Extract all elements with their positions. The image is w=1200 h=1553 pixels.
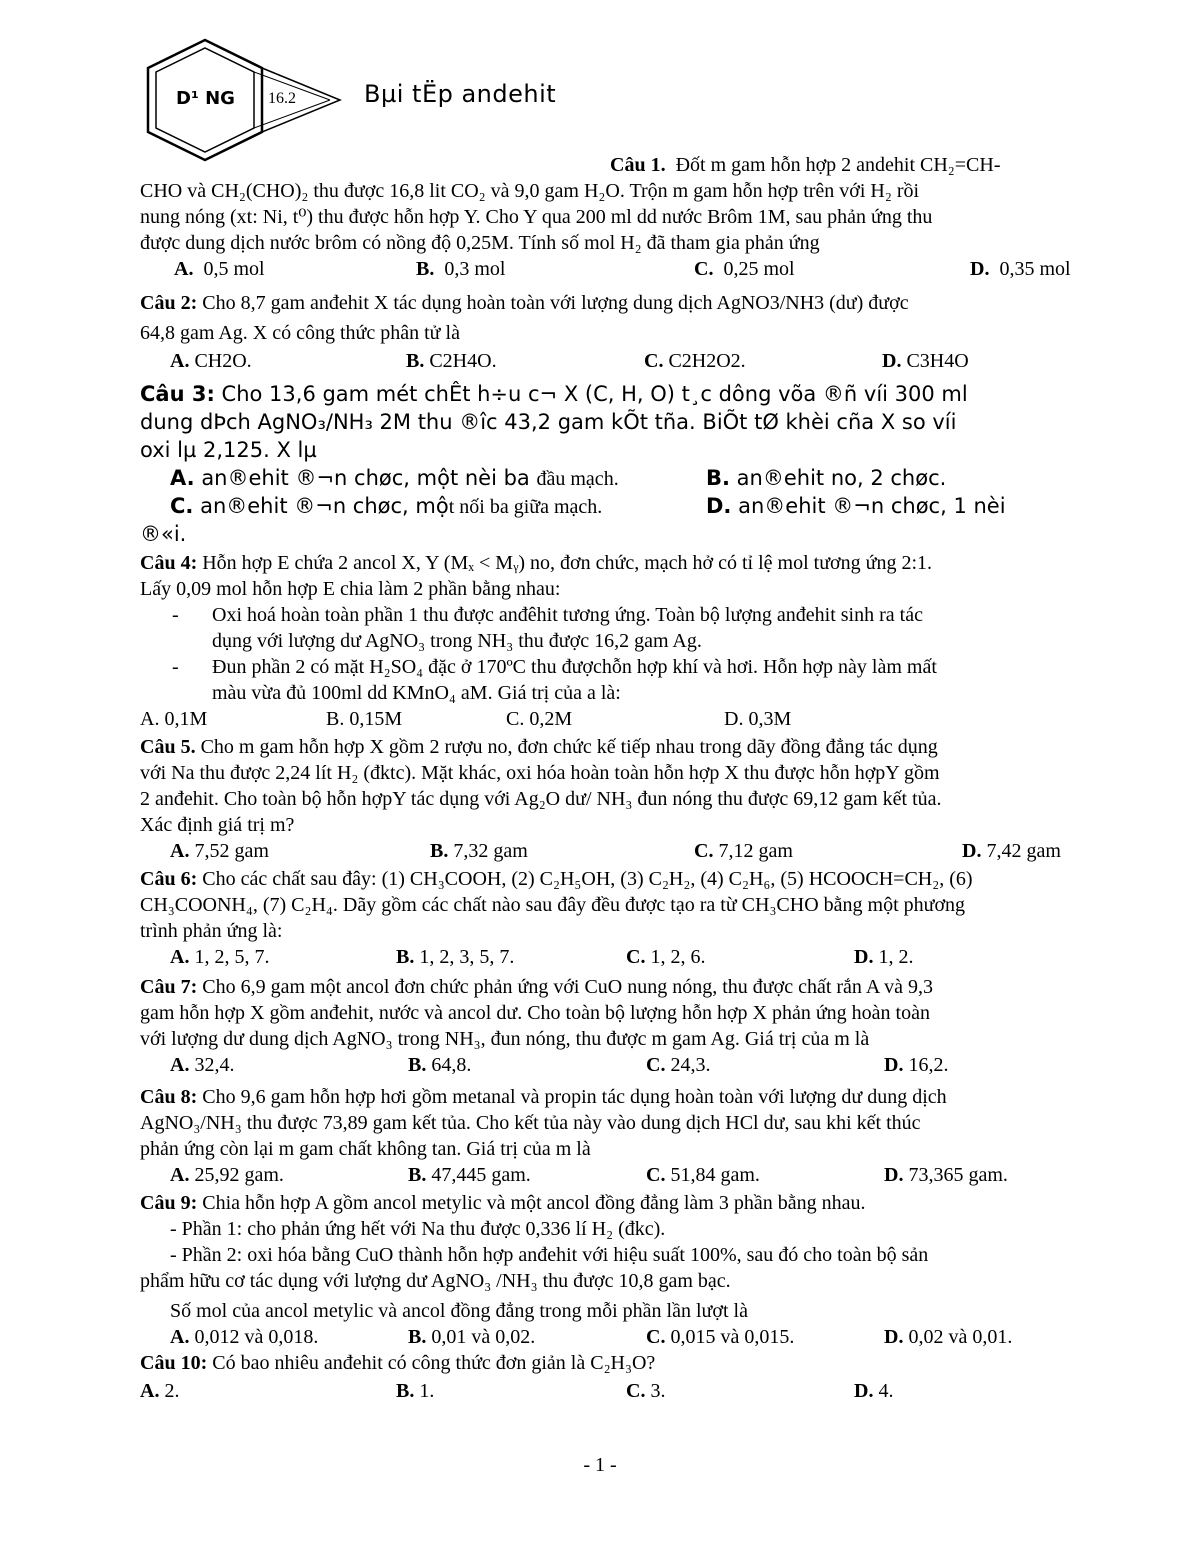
- q1-option-c-label: C.: [694, 258, 714, 280]
- q3-option-b-label: B.: [706, 466, 730, 490]
- q4-option-d: D. 0,3M: [724, 708, 792, 730]
- q9-option-b-label: B.: [408, 1326, 427, 1348]
- q5-line2: với Na thu được 2,24 lít H₂ (đktc). Mặt khác, oxi hóa hoàn toàn hỗn hợp X thu được hỗn hợpY gồm: [140, 762, 940, 784]
- q7-option-a: 32,4.: [194, 1054, 235, 1076]
- q9-option-c: 0,015 và 0,015.: [670, 1326, 795, 1348]
- q3-line3: oxi lµ 2,125. X lµ: [140, 438, 317, 462]
- badge-number: 16.2: [268, 90, 296, 107]
- q3-option-a-label: A.: [170, 466, 195, 490]
- q9-option-b: 0,01 và 0,02.: [431, 1326, 536, 1348]
- q7-option-b-label: B.: [408, 1054, 427, 1076]
- q5-option-b-label: B.: [430, 840, 449, 862]
- q10-label: Câu 10:: [140, 1352, 208, 1374]
- q8-line1: Cho 9,6 gam hỗn hợp hơi gồm metanal và propin tác dụng hoàn toàn với lượng dư dung dịch: [202, 1086, 947, 1108]
- question-1: [140, 152, 1100, 282]
- header-badge: [140, 38, 380, 162]
- q2-option-a: CH2O.: [194, 350, 252, 372]
- q10-option-c: 3.: [650, 1380, 666, 1402]
- q3-option-a-part1: an®ehit ®¬n chøc, mộ: [201, 466, 450, 490]
- q9-label: Câu 9:: [140, 1192, 198, 1214]
- q3-option-a-part2: t nèi ba: [449, 466, 530, 490]
- q4-item-1-line2: dụng với lượng dư AgNO₃ trong NH₃ thu được 16,2 gam Ag.: [212, 630, 702, 652]
- q6-option-d: 1, 2.: [878, 946, 914, 968]
- q9-option-d: 0,02 và 0,01.: [908, 1326, 1013, 1348]
- q10-option-a: 2.: [164, 1380, 180, 1402]
- q4-option-a: A. 0,1M: [140, 708, 208, 730]
- q6-line2: CH₃COONH₄, (7) C₂H₄. Dãy gồm các chất nào sau đây đều được tạo ra từ CH₃CHO bằng một phương: [140, 894, 966, 916]
- q6-line1: Cho các chất sau đây: (1) CH₃COOH, (2) C₂H₅OH, (3) C₂H₂, (4) C₂H₆, (5) HCOOCH=CH₂, (6): [202, 868, 973, 890]
- q5-line3: 2 anđehit. Cho toàn bộ hỗn hợpY tác dụng với Ag₂O dư/ NH₃ đun nóng thu được 69,12 gam kết tủa.: [140, 788, 942, 810]
- q8-option-b-label: B.: [408, 1164, 427, 1186]
- q3-line1: Cho 13,6 gam mét chÊt h÷u c¬ X (C, H, O) t¸c dông võa ®ñ víi 300 ml: [221, 382, 968, 406]
- question-9: [140, 1190, 1100, 1350]
- q4-item-1: [140, 602, 1100, 654]
- q1-options: [140, 256, 1100, 282]
- question-5: [140, 734, 1100, 864]
- q3-option-d-label: D.: [706, 494, 732, 518]
- q3-line2: dung dÞch AgNO₃/NH₃ 2M thu ®îc 43,2 gam kÕt tña. BiÕt tØ khèi cña X so víi: [140, 410, 957, 434]
- page-title: Bµi tËp andehit: [364, 80, 557, 108]
- q7-line1: Cho 6,9 gam một ancol đơn chức phản ứng với CuO nung nóng, thu được chất rắn A và 9,3: [202, 976, 934, 998]
- q9-option-a: 0,012 và 0,018.: [194, 1326, 319, 1348]
- q6-line3: trình phản ứng là:: [140, 920, 283, 942]
- q1-option-b-label: B.: [416, 258, 435, 280]
- q2-option-a-label: A.: [170, 350, 190, 372]
- q3-option-b: an®ehit no, 2 chøc.: [736, 466, 947, 490]
- q1-option-d-label: D.: [970, 258, 990, 280]
- q10-options: [140, 1378, 1100, 1404]
- q2-line1: Cho 8,7 gam anđehit X tác dụng hoàn toàn với lượng dung dịch AgNO3/NH3 (dư) được: [202, 292, 909, 314]
- q4-options: [140, 706, 1100, 732]
- q1-label: Câu 1.: [610, 154, 666, 176]
- question-2: [140, 288, 1100, 374]
- question-10: [140, 1350, 1100, 1404]
- q1-option-b: 0,3 mol: [444, 258, 506, 280]
- q3-options-row1: [140, 464, 1100, 492]
- q1-line1: Đốt m gam hỗn hợp 2 andehit CH₂=CH-: [675, 154, 1001, 176]
- q2-option-b-label: B.: [406, 350, 425, 372]
- q10-line1: Có bao nhiêu anđehit có công thức đơn giản là C₂H₃O?: [212, 1352, 656, 1374]
- q1-option-c: 0,25 mol: [723, 258, 795, 280]
- q5-option-a: 7,52 gam: [194, 840, 269, 862]
- q10-option-d-label: D.: [854, 1380, 874, 1402]
- q5-line1: Cho m gam hỗn hợp X gồm 2 rượu no, đơn chức kế tiếp nhau trong dãy đồng đẳng tác dụng: [200, 736, 938, 758]
- q9-part2-line1: - Phần 2: oxi hóa bằng CuO thành hỗn hợp anđehit với hiệu suất 100%, sau đó cho toàn bộ sản: [170, 1244, 929, 1266]
- q7-option-b: 64,8.: [431, 1054, 472, 1076]
- q6-label: Câu 6:: [140, 868, 198, 890]
- q7-label: Câu 7:: [140, 976, 198, 998]
- q3-option-d: an®ehit ®¬n chøc, 1 nèi: [738, 494, 1006, 518]
- q5-label: Câu 5.: [140, 736, 196, 758]
- q7-option-c-label: C.: [646, 1054, 666, 1076]
- q4-item-2-line1: Đun phần 2 có mặt H₂SO₄ đặc ở 170ºC thu đượchỗn hợp khí và hơi. Hỗn hợp này làm mất: [212, 656, 937, 678]
- q4-item-2-line2: màu vừa đủ 100ml dd KMnO₄ aM. Giá trị của a là:: [212, 682, 621, 704]
- q4-item-2-dash: -: [172, 656, 179, 678]
- q10-option-b: 1.: [419, 1380, 435, 1402]
- q3-label: Câu 3:: [140, 382, 215, 406]
- q6-option-b-label: B.: [396, 946, 415, 968]
- q8-option-b: 47,445 gam.: [431, 1164, 531, 1186]
- q5-option-d-label: D.: [962, 840, 982, 862]
- q9-question: Số mol của ancol metylic và ancol đồng đẳng trong mỗi phần lần lượt là: [170, 1300, 748, 1322]
- q4-label: Câu 4:: [140, 552, 198, 574]
- q4-item-1-line1: Oxi hoá hoàn toàn phần 1 thu được anđêhit tương ứng. Toàn bộ lượng anđehit sinh ra tác: [212, 604, 923, 626]
- q5-option-b: 7,32 gam: [453, 840, 528, 862]
- q2-option-b: C2H4O.: [429, 350, 497, 372]
- q5-option-c: 7,12 gam: [718, 840, 793, 862]
- q6-option-a: 1, 2, 5, 7.: [194, 946, 270, 968]
- q9-options: [140, 1324, 1100, 1350]
- q10-option-a-label: A.: [140, 1380, 160, 1402]
- q3-option-d-wrap: ®«i.: [140, 522, 187, 546]
- q5-options: [140, 838, 1100, 864]
- q8-option-a: 25,92 gam.: [194, 1164, 284, 1186]
- question-4: [140, 550, 1100, 732]
- q6-option-b: 1, 2, 3, 5, 7.: [419, 946, 515, 968]
- q1-line3: nung nóng (xt: Ni, t⁰) thu được hỗn hợp Y. Cho Y qua 200 ml dd nước Brôm 1M, sau phản ứng thu: [140, 206, 933, 228]
- q4-line2: Lấy 0,09 mol hỗn hợp E chia làm 2 phần bằng nhau:: [140, 578, 561, 600]
- q8-options: [140, 1162, 1100, 1188]
- q6-option-d-label: D.: [854, 946, 874, 968]
- q8-line2: AgNO₃/NH₃ thu được 73,89 gam kết tủa. Cho kết tủa này vào dung dịch HCl dư, sau khi kết thúc: [140, 1112, 921, 1134]
- q1-option-d: 0,35 mol: [999, 258, 1071, 280]
- q9-line1: Chia hỗn hợp A gồm ancol metylic và một ancol đồng đẳng làm 3 phần bằng nhau.: [202, 1192, 866, 1214]
- q3-option-a-part3: đầu mạch.: [536, 468, 619, 490]
- q9-part1: - Phần 1: cho phản ứng hết với Na thu được 0,336 lí H₂ (đkc).: [170, 1218, 666, 1240]
- q4-item-1-dash: -: [172, 604, 179, 626]
- q8-label: Câu 8:: [140, 1086, 198, 1108]
- q1-line4: được dung dịch nước brôm có nồng độ 0,25M. Tính số mol H₂ đã tham gia phản ứng: [140, 232, 820, 254]
- q9-part2-line2: phẩm hữu cơ tác dụng với lượng dư AgNO₃ /NH₃ thu được 10,8 gam bạc.: [140, 1270, 731, 1292]
- q3-option-c-part1: an®ehit ®¬n chøc, mộ: [200, 494, 449, 518]
- q2-option-d: C3H4O: [906, 350, 969, 372]
- q8-option-d-label: D.: [884, 1164, 904, 1186]
- q8-option-a-label: A.: [170, 1164, 190, 1186]
- q10-option-d: 4.: [878, 1380, 894, 1402]
- q9-option-a-label: A.: [170, 1326, 190, 1348]
- q6-option-a-label: A.: [170, 946, 190, 968]
- q7-option-d: 16,2.: [908, 1054, 949, 1076]
- q2-options: [140, 348, 1100, 374]
- q2-line2: 64,8 gam Ag. X có công thức phân tử là: [140, 322, 460, 344]
- q6-options: [140, 944, 1100, 970]
- q9-option-d-label: D.: [884, 1326, 904, 1348]
- q8-line3: phản ứng còn lại m gam chất không tan. Giá trị của m là: [140, 1138, 591, 1160]
- content: [140, 152, 1100, 1404]
- q8-option-d: 73,365 gam.: [908, 1164, 1008, 1186]
- q4-item-2: [140, 654, 1100, 706]
- q2-option-c-label: C.: [644, 350, 664, 372]
- q7-line2: gam hỗn hợp X gồm anđehit, nước và ancol dư. Cho toàn bộ lượng hỗn hợp X phản ứng hoàn toàn: [140, 1002, 930, 1024]
- q7-line3: với lượng dư dung dịch AgNO₃ trong NH₃, đun nóng, thu được m gam Ag. Giá trị của m là: [140, 1028, 870, 1050]
- q1-line2: CHO và CH₂(CHO)₂ thu được 16,8 lit CO₂ và 9,0 gam H₂O. Trộn m gam hỗn hợp trên với H₂ rồi: [140, 180, 920, 202]
- page-number: - 1 -: [583, 1454, 617, 1476]
- q3-option-c-label: C.: [170, 494, 194, 518]
- q2-option-d-label: D.: [882, 350, 902, 372]
- q5-line4: Xác định giá trị m?: [140, 814, 295, 836]
- q2-option-c: C2H2O2.: [668, 350, 746, 372]
- q7-options: [140, 1052, 1100, 1078]
- q5-option-d: 7,42 gam: [986, 840, 1061, 862]
- q8-option-c: 51,84 gam.: [670, 1164, 760, 1186]
- q9-option-c-label: C.: [646, 1326, 666, 1348]
- question-7: [140, 974, 1100, 1078]
- question-8: [140, 1084, 1100, 1188]
- q5-option-a-label: A.: [170, 840, 190, 862]
- q1-option-a-label: A.: [174, 258, 194, 280]
- q2-label: Câu 2:: [140, 292, 198, 314]
- q4-option-c: C. 0,2M: [506, 708, 573, 730]
- question-6: [140, 866, 1100, 970]
- question-3: [140, 380, 1100, 548]
- q7-option-c: 24,3.: [670, 1054, 711, 1076]
- q5-option-c-label: C.: [694, 840, 714, 862]
- q7-option-a-label: A.: [170, 1054, 190, 1076]
- q7-option-d-label: D.: [884, 1054, 904, 1076]
- q6-option-c-label: C.: [626, 946, 646, 968]
- q1-option-a: 0,5 mol: [203, 258, 265, 280]
- q4-line1: Hỗn hợp E chứa 2 ancol X, Y (Mₓ < Mᵧ) no, đơn chức, mạch hở có tỉ lệ mol tương ứng 2:1.: [202, 552, 933, 574]
- q3-options-row2: [140, 492, 1100, 520]
- q4-option-b: B. 0,15M: [326, 708, 403, 730]
- q6-option-c: 1, 2, 6.: [650, 946, 706, 968]
- q3-option-c-part2: t nối ba giữa mạch.: [448, 496, 603, 518]
- q10-option-b-label: B.: [396, 1380, 415, 1402]
- q10-option-c-label: C.: [626, 1380, 646, 1402]
- q8-option-c-label: C.: [646, 1164, 666, 1186]
- badge-label: D¹ NG: [176, 88, 235, 109]
